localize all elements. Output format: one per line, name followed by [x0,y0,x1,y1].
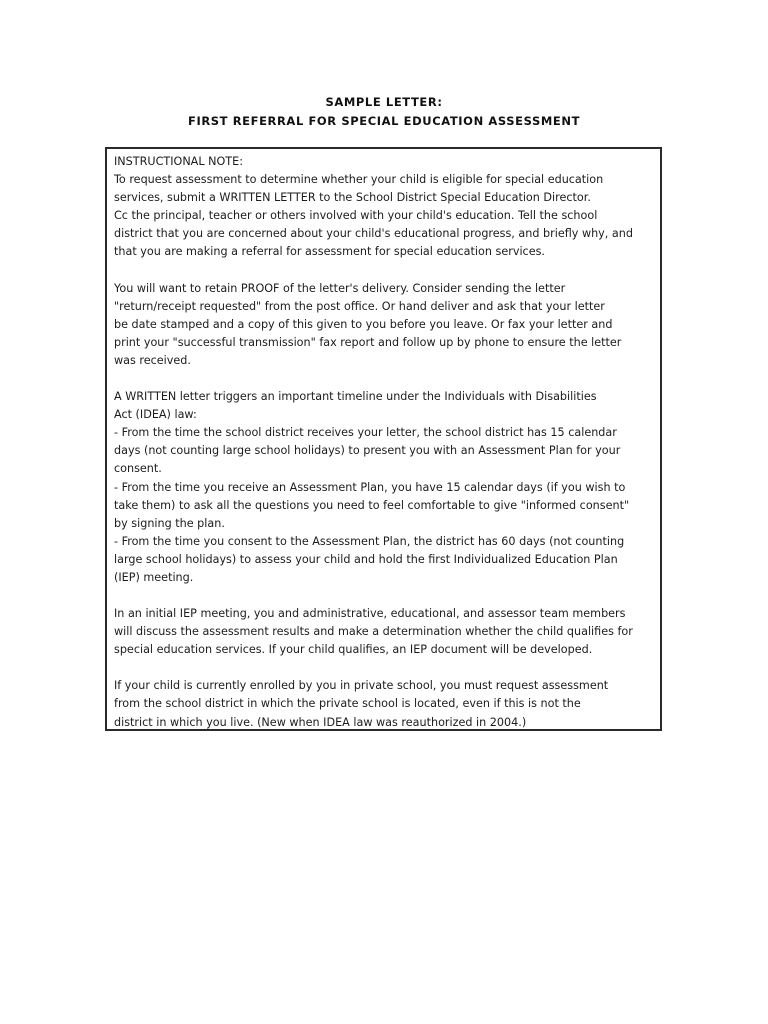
note-line: be date stamped and a copy of this given to you before you leave. Or fax your letter and [114,317,613,331]
note-line: that you are making a referral for assessment for special education services. [114,245,545,259]
note-line: (IEP) meeting. [114,570,194,584]
note-line: print your "successful transmission" fax report and follow up by phone to ensure the letter [114,335,622,349]
note-line: Cc the principal, teacher or others involved with your child's education. Tell the school [114,209,598,223]
note-line: take them) to ask all the questions you need to feel comfortable to give "informed consent" [114,498,630,512]
note-body [114,171,654,732]
note-line: from the school district in which the private school is located, even if this is not the [114,697,581,711]
note-line: consent. [114,462,162,476]
note-paragraph [114,388,654,587]
note-line: services, submit a WRITTEN LETTER to the School District Special Education Director. [114,191,591,205]
note-line: was received. [114,353,191,367]
note-line: Act (IDEA) law: [114,408,197,422]
note-line: by signing the plan. [114,516,225,530]
note-line: - From the time you receive an Assessment Plan, you have 15 calendar days (if you wish to [114,480,626,494]
note-paragraph [114,605,654,659]
note-heading: INSTRUCTIONAL NOTE: [114,155,243,168]
note-line: days (not counting large school holidays) to present you with an Assessment Plan for your [114,444,621,458]
document-subtitle: FIRST REFERRAL FOR SPECIAL EDUCATION ASSESSMENT [187,114,581,128]
note-line: will discuss the assessment results and make a determination whether the child qualifies for [114,625,633,639]
note-line: - From the time the school district receives your letter, the school district has 15 calendar [114,426,617,440]
document-title: SAMPLE LETTER: [325,95,443,109]
note-paragraph [114,171,654,261]
note-line: If your child is currently enrolled by you in private school, you must request assessment [114,679,609,693]
note-line: In an initial IEP meeting, you and administrative, educational, and assessor team members [114,607,626,621]
note-line: large school holidays) to assess your child and hold the first Individualized Education Plan [114,552,618,566]
note-line: You will want to retain PROOF of the letter's delivery. Consider sending the letter [114,281,566,295]
note-line: special education services. If your child qualifies, an IEP document will be developed. [114,643,593,657]
note-line: To request assessment to determine whether your child is eligible for special education [114,173,604,187]
note-paragraph [114,677,654,731]
note-paragraph [114,280,654,370]
note-line: A WRITTEN letter triggers an important timeline under the Individuals with Disabilities [114,390,597,404]
note-line: district that you are concerned about your child's educational progress, and briefly why, and [114,227,633,241]
note-line: district in which you live. (New when IDEA law was reauthorized in 2004.) [114,715,527,729]
instructional-note-box [105,147,662,731]
note-line: "return/receipt requested" from the post office. Or hand deliver and ask that your letter [114,299,605,313]
note-line: - From the time you consent to the Assessment Plan, the district has 60 days (not counting [114,534,625,548]
